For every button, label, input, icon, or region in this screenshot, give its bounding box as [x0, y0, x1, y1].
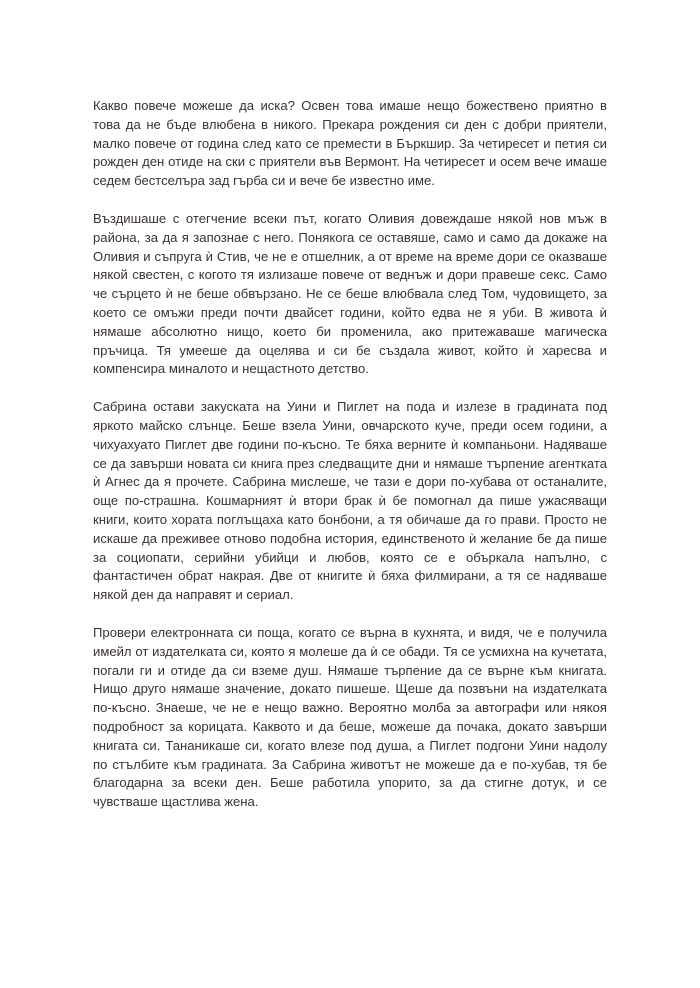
- paragraph-3: Сабрина остави закуската на Уини и Пиглет на пода и излезе в градината под яркото майско слънце. Беше взела Уини, овчарското куче, преди осем години, а чихуахуато Пиглет две години по-късно. Те бяха верните ѝ компаньони. Надяваше се да завърши новата си книга през следващите дни и нямаше търпение агентката ѝ Агнес да я прочете. Сабрина мислеше, че тази е дори по-хубава от останалите, още по-страшна. Кошмарният ѝ втори брак ѝ бе помогнал да пише ужасяващи книги, които хората поглъщаха като бонбони, а тя обичаше да го прави. Просто не искаше да преживее отново подобна история, единственото ѝ желание бе да пише за социопати, серийни убийци и любов, която се е объркала напълно, с фантастичен обрат накрая. Две от книгите ѝ бяха филмирани, а тя се надяваше някой ден да направят и сериал.: [93, 399, 607, 603]
- paragraph-1: Какво повече можеше да иска? Освен това имаше нещо божествено приятно в това да не бъде влюбена в никого. Прекара рождения си ден с добри приятели, малко повече от година след като се премести в Бъркшир. За четиресет и петия си рожден ден отиде на ски с приятели във Вермонт. На четиресет и осем вече имаше седем бестселъра зад гърба си и вече бе известно име.: [93, 98, 607, 189]
- paragraph-4: Провери електронната си поща, когато се върна в кухнята, и видя, че е получила имейл от издателката си, която я молеше да ѝ се обади. Тя се усмихна на кучетата, погали ги и отиде да си вземе душ. Нямаше търпение да се върне към книгата. Нищо друго нямаше значение, докато пишеше. Щеше да позвъни на издателката по-късно. Знаеше, че не е нещо важно. Вероятно молба за автографи или някоя подробност за корицата. Каквото и да беше, можеше да почака, докато завърши книгата си. Тананикаше си, когато влезе под душа, а Пиглет подгони Уини надолу по стълбите към градината. За Сабрина животът не можеше да е по-хубав, тя бе благодарна за всеки ден. Беше работила упорито, за да стигне дотук, и се чувстваше щастлива жена.: [93, 624, 607, 810]
- paragraph-2: Въздишаше с отегчение всеки път, когато Оливия довеждаше някой нов мъж в района, за да я запознае с него. Понякога се оставяше, само и само да докаже на Оливия и съпруга ѝ Стив, че не е отшелник, а от време на време дори се оказваше някой свестен, с когото тя излизаше повече от веднъж и дори правеше секс. Само че сърцето ѝ не беше обвързано. Не се беше влюбвала след Том, чудовището, за което се омъжи преди почти двайсет години, който едва не я уби. В живота ѝ нямаше абсолютно нищо, което би променила, ако притежаваше магическа пръчица. Тя умееше да оцелява и си бе създала живот, който ѝ харесва и компенсира миналото и нещастното детство.: [93, 210, 607, 377]
- document-body: [93, 97, 607, 831]
